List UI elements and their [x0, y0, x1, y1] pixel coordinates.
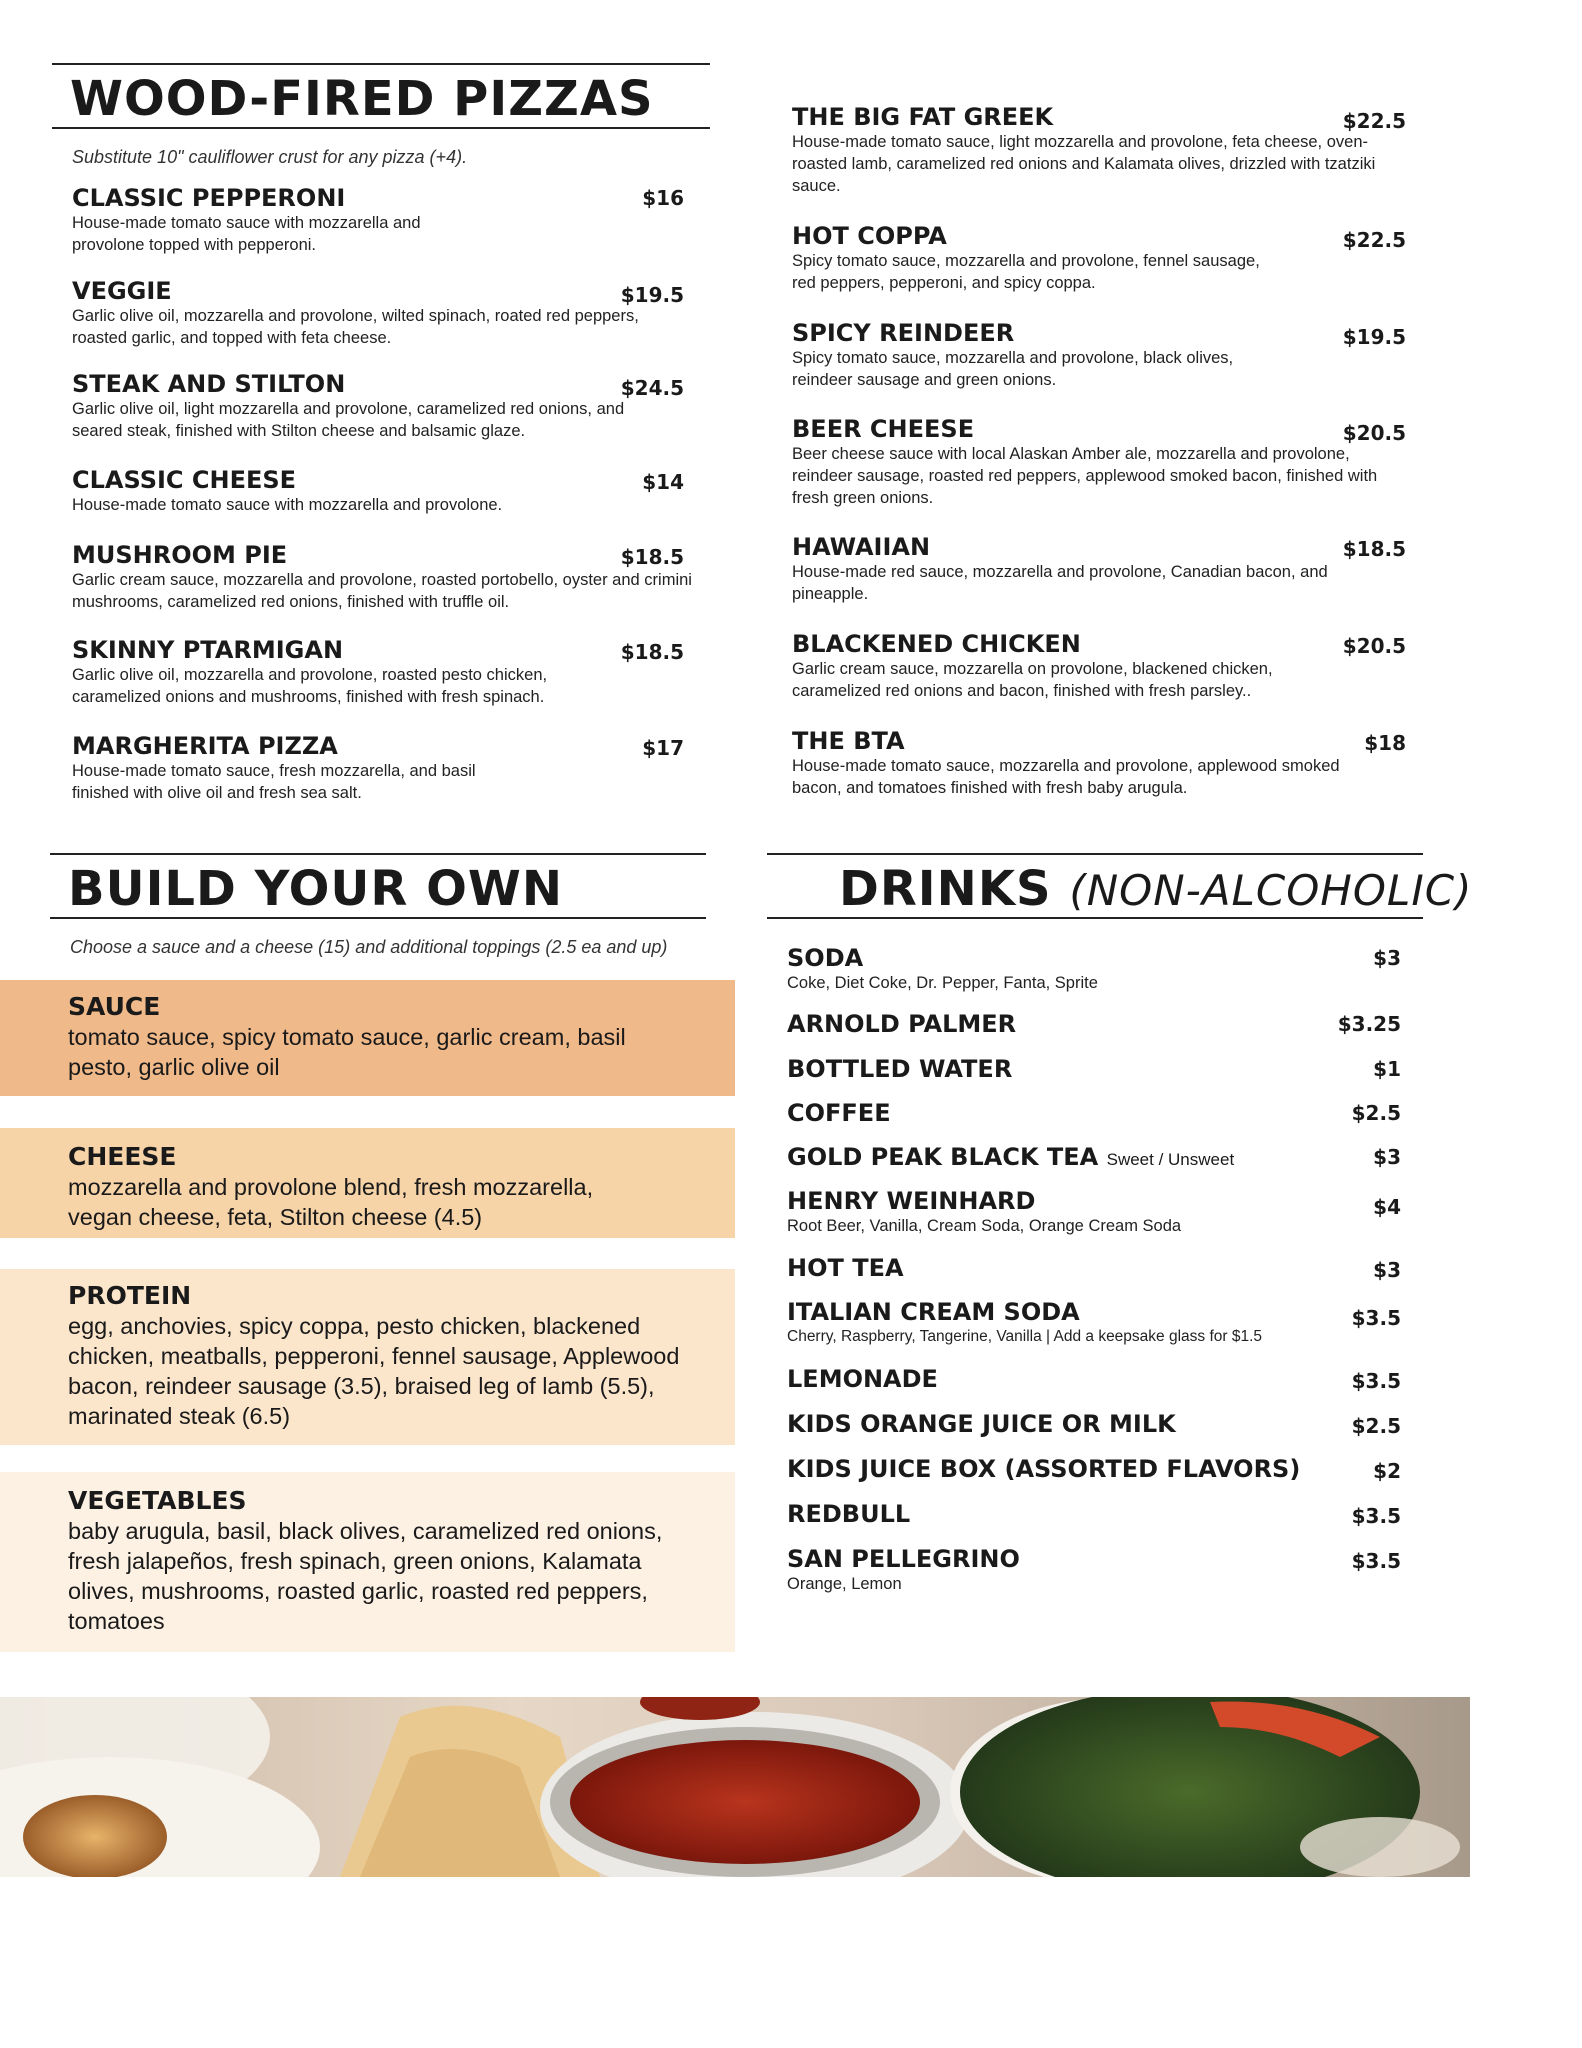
drink-item — [787, 1455, 1401, 1483]
menu-item — [72, 636, 684, 708]
item-price: $18 — [1364, 731, 1406, 755]
drink-item — [787, 1099, 1401, 1127]
drink-item — [787, 1055, 1401, 1083]
drinks-title-main: DRINKS — [839, 861, 1052, 917]
item-desc: Garlic olive oil, light mozzarella and provolone, caramelized red onions, and seared steak, finished with Stilton cheese and balsamic glaze. — [72, 400, 625, 440]
drink-item — [787, 1500, 1401, 1528]
build-note: Choose a sauce and a cheese (15) and additional toppings (2.5 ea and up) — [70, 937, 668, 957]
drink-item — [787, 1010, 1401, 1038]
item-name: SAN PELLEGRINO — [787, 1545, 1020, 1573]
food-photo-illustration — [0, 1697, 1470, 1877]
protein-band — [0, 1269, 735, 1445]
item-name: CLASSIC CHEESE — [72, 466, 297, 494]
item-name: HOT TEA — [787, 1254, 904, 1282]
item-name: CLASSIC PEPPERONI — [72, 184, 346, 212]
item-desc: Garlic cream sauce, mozzarella on provolone, blackened chicken, caramelized red onions and bacon, finished with fresh parsley.. — [792, 660, 1273, 700]
item-desc: House-made tomato sauce, fresh mozzarella, and basil finished with olive oil and fresh sea salt. — [72, 762, 476, 802]
item-desc: Garlic olive oil, mozzarella and provolone, wilted spinach, roated red peppers, roasted garlic, and topped with feta cheese. — [72, 307, 639, 347]
item-price: $2.5 — [1351, 1101, 1401, 1125]
item-price: $17 — [642, 736, 684, 760]
item-desc: House-made tomato sauce, mozzarella and provolone, applewood smoked bacon, and tomatoes finished with fresh baby arugula. — [792, 757, 1340, 797]
item-desc: Coke, Diet Coke, Dr. Pepper, Fanta, Sprite — [787, 974, 1098, 992]
band-title: PROTEIN — [68, 1281, 192, 1310]
item-name-text: GOLD PEAK BLACK TEA — [787, 1143, 1099, 1171]
item-name: SODA — [787, 944, 864, 972]
item-desc: House-made tomato sauce with mozzarella and provolone topped with pepperoni. — [72, 214, 421, 254]
band-text: egg, anchovies, spicy coppa, pesto chicken, blackened chicken, meatballs, pepperoni, fennel sausage, Applewood bacon, reindeer sausage (3.5), braised leg of lamb (5.5), marinated steak (6.5) — [68, 1313, 680, 1429]
item-desc: House-made tomato sauce, light mozzarella and provolone, feta cheese, oven-roasted lamb, caramelized red onions and Kalamata olives, drizzled with tzatziki sauce. — [792, 133, 1376, 195]
item-name: HOT COPPA — [792, 222, 947, 250]
menu-item — [792, 103, 1406, 197]
band-title: CHEESE — [68, 1142, 177, 1171]
item-name — [787, 1143, 1401, 1174]
drink-item — [787, 1143, 1401, 1174]
menu-item — [72, 277, 684, 349]
band-text: tomato sauce, spicy tomato sauce, garlic cream, basil pesto, garlic olive oil — [68, 1024, 626, 1080]
item-name: MUSHROOM PIE — [72, 541, 288, 569]
menu-item — [72, 370, 684, 442]
item-name: LEMONADE — [787, 1365, 938, 1393]
menu-item — [72, 732, 684, 804]
menu-item — [72, 184, 684, 256]
item-desc: Spicy tomato sauce, mozzarella and provolone, fennel sausage, red peppers, pepperoni, and spicy coppa. — [792, 252, 1260, 292]
vegetables-band — [0, 1472, 735, 1652]
item-price: $1 — [1373, 1057, 1401, 1081]
cheese-band — [0, 1128, 735, 1238]
drinks-title — [839, 859, 1472, 921]
item-name: KIDS ORANGE JUICE OR MILK — [787, 1410, 1176, 1438]
item-name: VEGGIE — [72, 277, 172, 305]
drinks-subtitle: (NON-ALCOHOLIC) — [1069, 866, 1473, 915]
item-price: $20.5 — [1342, 421, 1406, 445]
menu-item — [792, 630, 1406, 702]
item-price: $16 — [642, 186, 684, 210]
item-desc: House-made red sauce, mozzarella and provolone, Canadian bacon, and pineapple. — [792, 563, 1328, 603]
item-inline-note: Sweet / Unsweet — [1106, 1150, 1235, 1169]
item-price: $20.5 — [1342, 634, 1406, 658]
item-desc: Garlic olive oil, mozzarella and provolone, roasted pesto chicken, caramelized onions and mushrooms, finished with fresh spinach. — [72, 666, 548, 706]
item-desc: Cherry, Raspberry, Tangerine, Vanilla | Add a keepsake glass for $1.5 — [787, 1328, 1263, 1345]
food-photo — [0, 1697, 1470, 1877]
item-price: $22.5 — [1342, 228, 1406, 252]
item-name: MARGHERITA PIZZA — [72, 732, 338, 760]
item-price: $3.5 — [1351, 1369, 1401, 1393]
item-price: $18.5 — [620, 545, 684, 569]
drink-item — [787, 1298, 1401, 1348]
item-name: SKINNY PTARMIGAN — [72, 636, 344, 664]
item-price: $18.5 — [620, 640, 684, 664]
band-text: mozzarella and provolone blend, fresh mozzarella, vegan cheese, feta, Stilton cheese (4.5) — [68, 1174, 594, 1230]
sauce-band — [0, 980, 735, 1096]
item-price: $3.5 — [1351, 1549, 1401, 1573]
item-name: REDBULL — [787, 1500, 911, 1528]
drinks-header — [767, 853, 1473, 919]
item-price: $3.5 — [1351, 1504, 1401, 1528]
drink-item — [787, 944, 1401, 994]
item-price: $3 — [1373, 1145, 1401, 1169]
item-name: STEAK AND STILTON — [72, 370, 346, 398]
item-name: ITALIAN CREAM SODA — [787, 1298, 1080, 1326]
menu-item — [792, 727, 1406, 799]
item-desc: Orange, Lemon — [787, 1575, 902, 1593]
drink-item — [787, 1410, 1401, 1438]
item-price: $22.5 — [1342, 109, 1406, 133]
band-title: VEGETABLES — [68, 1486, 247, 1515]
item-name: THE BIG FAT GREEK — [792, 103, 1054, 131]
item-price: $14 — [642, 470, 684, 494]
item-price: $24.5 — [620, 376, 684, 400]
item-desc: Garlic cream sauce, mozzarella and provolone, roasted portobello, oyster and crimini mushrooms, caramelized red onions, finished with truffle oil. — [72, 571, 692, 611]
pizzas-header — [52, 63, 710, 129]
item-name: BOTTLED WATER — [787, 1055, 1013, 1083]
item-name: COFFEE — [787, 1099, 891, 1127]
item-name: HENRY WEINHARD — [787, 1187, 1036, 1215]
pizzas-title: WOOD-FIRED PIZZAS — [70, 71, 654, 127]
item-name: THE BTA — [792, 727, 905, 755]
drink-item — [787, 1365, 1401, 1393]
item-price: $19.5 — [1342, 325, 1406, 349]
item-name: ARNOLD PALMER — [787, 1010, 1017, 1038]
item-desc: House-made tomato sauce with mozzarella and provolone. — [72, 496, 503, 514]
item-price: $3 — [1373, 946, 1401, 970]
menu-item — [792, 222, 1406, 294]
build-title: BUILD YOUR OWN — [68, 861, 563, 917]
item-price: $19.5 — [620, 283, 684, 307]
band-title: SAUCE — [68, 992, 161, 1021]
item-price: $3.25 — [1337, 1012, 1401, 1036]
item-price: $4 — [1373, 1195, 1401, 1219]
item-price: $3.5 — [1351, 1306, 1401, 1330]
item-price: $18.5 — [1342, 537, 1406, 561]
menu-item — [792, 319, 1406, 391]
menu-item — [792, 533, 1406, 605]
item-name: SPICY REINDEER — [792, 319, 1015, 347]
menu-item — [72, 466, 684, 516]
menu-item — [72, 541, 692, 613]
item-desc: Root Beer, Vanilla, Cream Soda, Orange Cream Soda — [787, 1217, 1182, 1235]
item-name: BEER CHEESE — [792, 415, 975, 443]
item-price: $2 — [1373, 1459, 1401, 1483]
item-desc: Spicy tomato sauce, mozzarella and provolone, black olives, reindeer sausage and green onions. — [792, 349, 1234, 389]
drink-item — [787, 1254, 1401, 1282]
drink-item — [787, 1545, 1401, 1595]
item-price: $2.5 — [1351, 1414, 1401, 1438]
item-price: $3 — [1373, 1258, 1401, 1282]
menu-item — [792, 415, 1406, 509]
item-desc: Beer cheese sauce with local Alaskan Amber ale, mozzarella and provolone, reindeer sausage, roasted red peppers, applewood smoked bacon, finished with fresh green onions. — [792, 445, 1378, 507]
pizzas-note: Substitute 10" cauliflower crust for any pizza (+4). — [72, 147, 468, 167]
item-name: KIDS JUICE BOX (ASSORTED FLAVORS) — [787, 1455, 1301, 1483]
build-header — [50, 853, 706, 919]
item-name: HAWAIIAN — [792, 533, 931, 561]
item-name: BLACKENED CHICKEN — [792, 630, 1081, 658]
band-text: baby arugula, basil, black olives, caramelized red onions, fresh jalapeños, fresh spinach, green onions, Kalamata olives, mushrooms, roasted garlic, roasted red peppers, tomatoes — [68, 1518, 663, 1634]
drink-item — [787, 1187, 1401, 1237]
